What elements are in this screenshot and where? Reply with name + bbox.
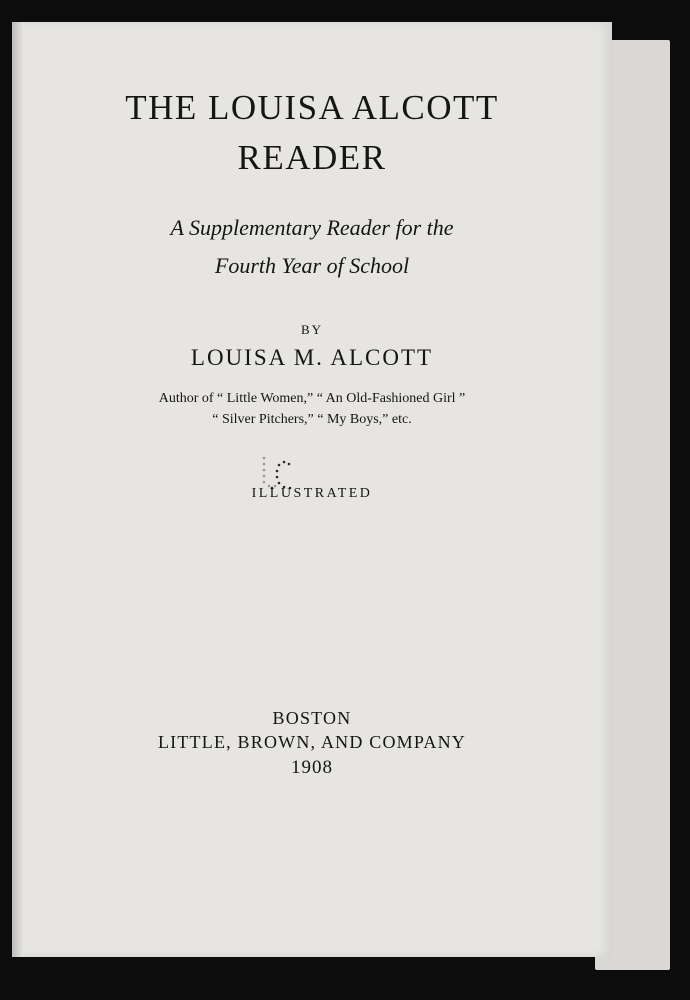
subtitle-line-2: Fourth Year of School: [214, 253, 410, 278]
author-name: LOUISA M. ALCOTT: [190, 345, 434, 370]
publication-year: 1908: [291, 757, 333, 778]
illustrated-label: ILLUSTRATED: [251, 486, 373, 501]
publisher-name: LITTLE, BROWN, AND COMPANY: [157, 732, 467, 752]
subtitle-line-1: A Supplementary Reader for the: [170, 215, 454, 240]
author-credits-line-1: Author of “ Little Women,” “ An Old-Fashioned Girl ”: [158, 391, 466, 406]
publisher-city: BOSTON: [272, 708, 352, 728]
book-title-line-2: READER: [237, 138, 387, 177]
by-label: BY: [300, 322, 324, 337]
book-title-line-1: THE LOUISA ALCOTT: [125, 88, 499, 127]
title-page: [12, 22, 612, 957]
author-credits-line-2: “ Silver Pitchers,” “ My Boys,” etc.: [212, 412, 412, 427]
